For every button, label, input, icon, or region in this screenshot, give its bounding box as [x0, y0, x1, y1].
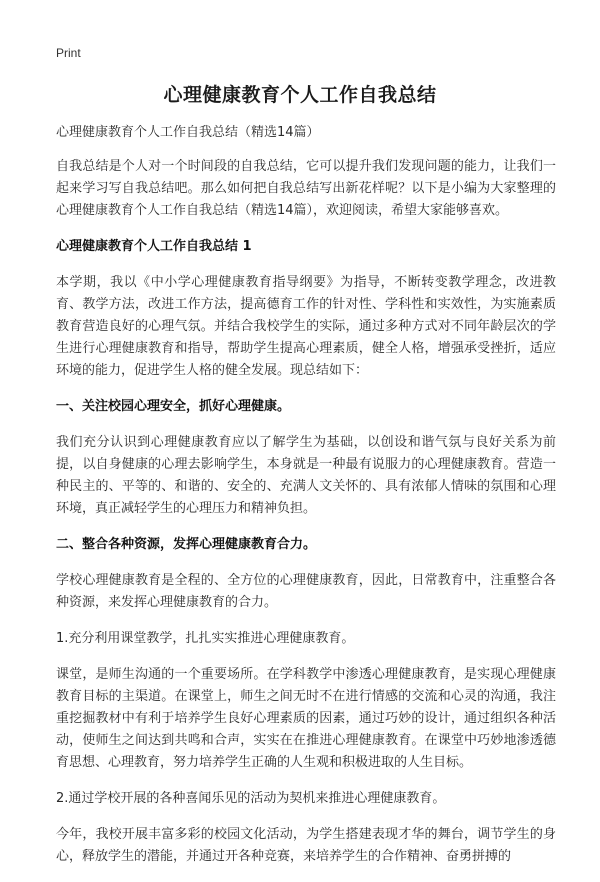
paragraph-5: 课堂，是师生沟通的一个重要场所。在学科教学中渗透心理健康教育，是实现心理健康教育目标的主渠道。在课堂上，师生之间无时不在进行情感的交流和心灵的沟通，我注重挖掘教材中有利于培养学生良好心理素质的因素，通过巧妙的设计，通过组织各种活动，使师生之间达到共鸣和合声，实实在在推进心理健康教育。在课堂中巧妙地渗透德育思想、心理教育，努力培养学生正确的人生观和积极进取的人生目标。 — [56, 667, 556, 770]
paragraph-6: 2.通过学校开展的各种喜闻乐见的活动为契机来推进心理健康教育。 — [56, 791, 446, 806]
print-label: Print — [56, 46, 81, 60]
intro-paragraph: 自我总结是个人对一个时间段的自我总结，它可以提升我们发现问题的能力，让我们一起来学习写自我总结吧。那么如何把自我总结写出新花样呢？以下是小编为大家整理的心理健康教育个人工作自我总结（精选14篇），欢迎阅读，希望大家能够喜欢。 — [56, 159, 556, 218]
heading-1: 一、关注校园心理安全，抓好心理健康。 — [56, 399, 291, 414]
paragraph-3: 学校心理健康教育是全程的、全方位的心理健康教育，因此，日常教育中，注重整合各种资源，来发挥心理健康教育的合力。 — [56, 573, 556, 610]
heading-2: 二、整合各种资源，发挥心理健康教育合力。 — [56, 537, 317, 552]
paragraph-7: 今年，我校开展丰富多彩的校园文化活动，为学生搭建表现才华的舞台，调节学生的身心，释放学生的潜能，并通过开各种竞赛，来培养学生的合作精神、奋勇拼搏的 — [56, 827, 556, 864]
paragraph-2: 我们充分认识到心理健康教育应以了解学生为基础，以创设和谐气氛与良好关系为前提，以自身健康的心理去影响学生，本身就是一种最有说服力的心理健康教育。营造一种民主的、平等的、和谐的、安全的、充满人文关怀的、具有浓郁人情味的氛围和心理环境，真正减轻学生的心理压力和精神负担。 — [56, 435, 556, 516]
document-subtitle: 心理健康教育个人工作自我总结（精选14篇） — [56, 125, 320, 140]
document-title: 心理健康教育个人工作自我总结 — [163, 84, 437, 106]
paragraph-4: 1.充分利用课堂教学，扎扎实实推进心理健康教育。 — [56, 631, 355, 646]
document-body — [56, 122, 556, 882]
paragraph-1: 本学期，我以《中小学心理健康教育指导纲要》为指导，不断转变教学理念，改进教育、教学方法，改进工作方法，提高德育工作的针对性、学科性和实效性，为实施素质教育营造良好的心理气氛。并结合我校学生的实际，通过多种方式对不同年龄层次的学生进行心理健康教育和指导，帮助学生提高心理素质，健全人格，增强承受挫折，适应环境的能力，促进学生人格的健全发展。现总结如下： — [56, 275, 556, 378]
section-title: 心理健康教育个人工作自我总结 1 — [56, 239, 252, 254]
